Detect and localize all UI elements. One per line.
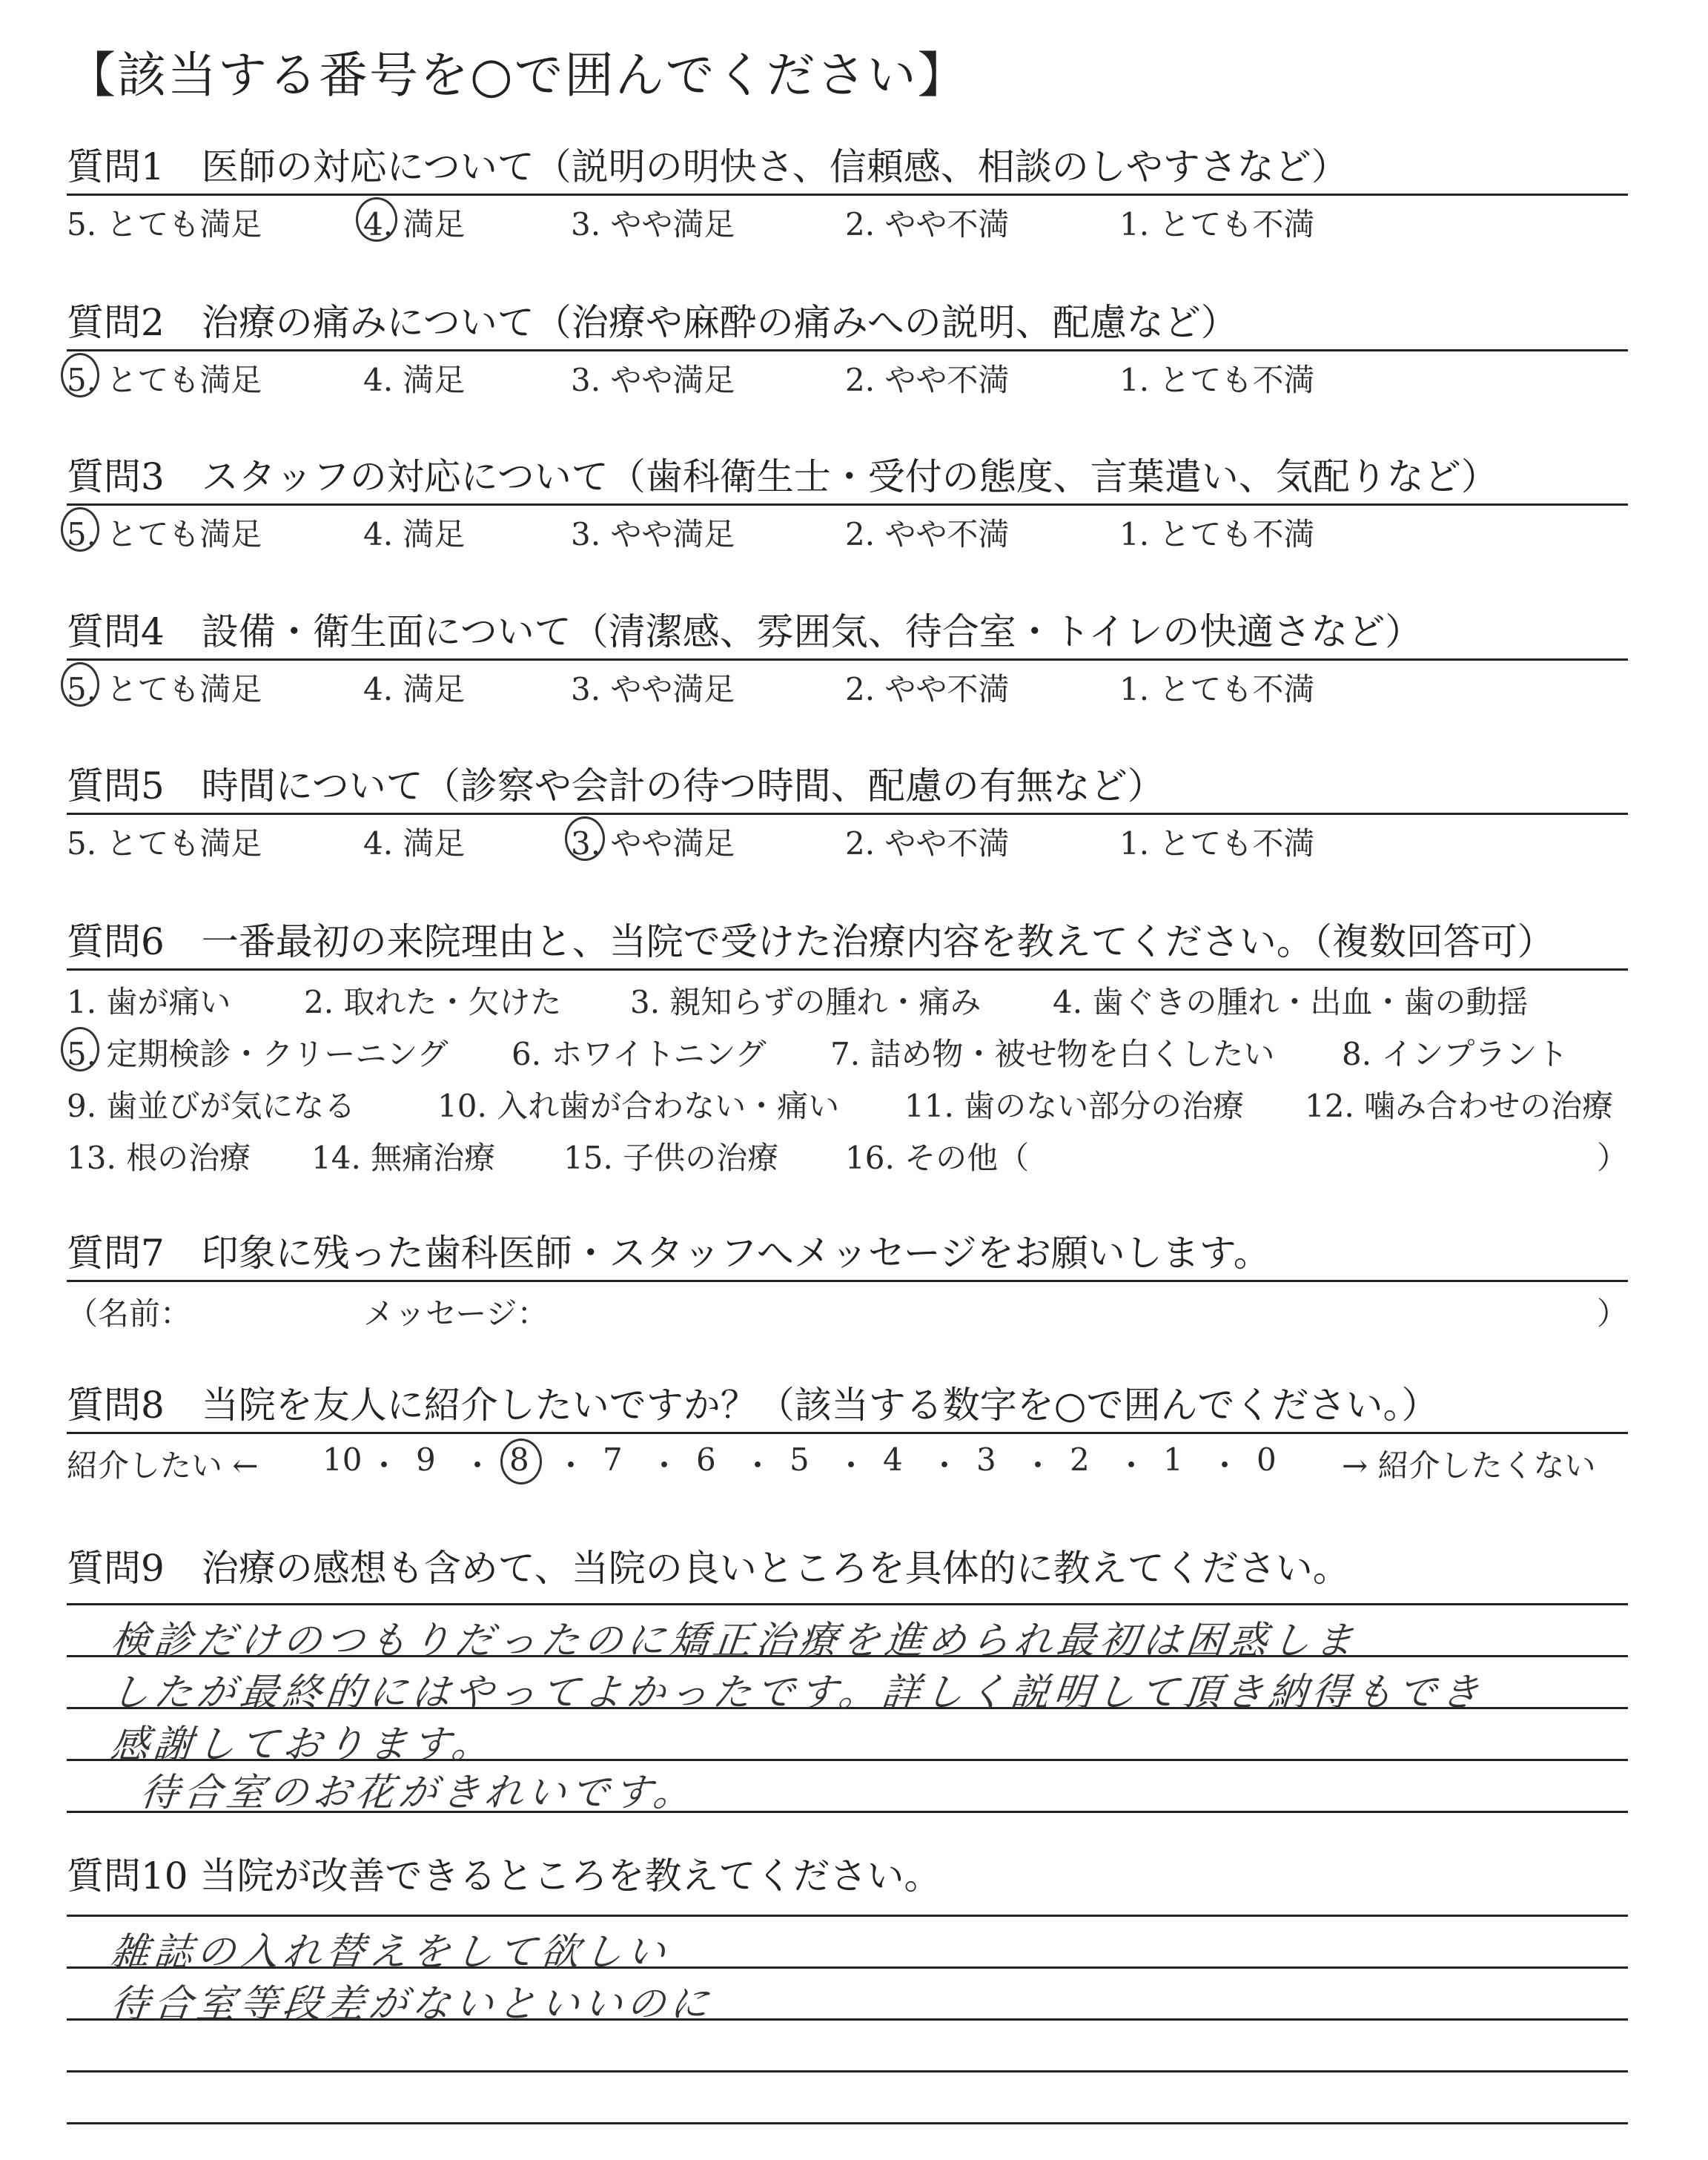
answer-line	[67, 1603, 1628, 1605]
option-3[interactable]: 3. やや満足	[571, 671, 735, 707]
option-1[interactable]: 1. とても不満	[1119, 206, 1315, 242]
message-row	[67, 1282, 1628, 1334]
scale-number-3[interactable]: 3	[976, 1441, 996, 1478]
separator-dot: ・	[555, 1447, 587, 1484]
rating-options	[67, 661, 1628, 705]
separator-dot: ・	[462, 1447, 494, 1484]
option-4[interactable]: 4. 歯ぐきの腫れ・出血・歯の動揺	[1053, 984, 1529, 1020]
scale-number-5[interactable]: 5	[790, 1441, 810, 1478]
question-title: 質問4 設備・衛生面について（清潔感、雰囲気、待合室・トイレの快適さなど）	[67, 610, 1423, 653]
answer-line	[67, 2070, 1628, 2073]
option-2[interactable]: 2. やや不満	[845, 516, 1010, 552]
scale-number-6[interactable]: 6	[696, 1441, 716, 1478]
question-2	[67, 300, 1628, 396]
option-4[interactable]: 4. 満足	[363, 206, 466, 242]
option-row	[67, 1074, 1628, 1126]
rating-options	[67, 351, 1628, 396]
option-15[interactable]: 15. 子供の治療	[563, 1140, 779, 1176]
separator-dot: ・	[649, 1447, 681, 1484]
scale-number-0[interactable]: 0	[1257, 1441, 1277, 1478]
question-title: 質問8 当院を友人に紹介したいですか？（該当する数字を○で囲んでください。）	[67, 1384, 1439, 1427]
question-6	[67, 919, 1628, 1178]
option-1[interactable]: 1. とても不満	[1119, 362, 1315, 398]
option-5[interactable]: 5. とても満足	[67, 825, 262, 862]
option-3[interactable]: 3. やや満足	[571, 516, 735, 552]
right-label: → 紹介したくない	[1342, 1447, 1596, 1484]
option-2[interactable]: 2. やや不満	[845, 825, 1010, 862]
handwritten-answer: したが最終的にはやってよかったです。詳しく説明して頂き納得もでき	[108, 1671, 1486, 1715]
option-12[interactable]: 12. 噛み合わせの治療	[1305, 1088, 1614, 1124]
scale-number-2[interactable]: 2	[1070, 1441, 1090, 1478]
question-3	[67, 455, 1628, 550]
scale-number-10[interactable]: 10	[322, 1441, 363, 1478]
question-5	[67, 764, 1628, 862]
question-8	[67, 1383, 1628, 1486]
option-6[interactable]: 6. ホワイトニング	[512, 1036, 767, 1072]
rating-options	[67, 506, 1628, 550]
option-row	[67, 1126, 1628, 1178]
close-paren: ）	[1596, 1295, 1628, 1332]
separator-dot: ・	[742, 1447, 774, 1484]
option-1[interactable]: 1. とても不満	[1119, 825, 1315, 862]
question-title: 質問10 当院が改善できるところを教えてください。	[67, 1855, 941, 1898]
page-title: 【該当する番号を○で囲んでください】	[67, 47, 968, 104]
option-5[interactable]: 5. とても満足	[67, 362, 262, 398]
question-title: 質問1 医師の対応について（説明の明快さ、信頼感、相談のしやすさなど）	[67, 145, 1348, 188]
scale-number-7[interactable]: 7	[603, 1441, 623, 1478]
answer-line	[67, 2122, 1628, 2124]
option-3[interactable]: 3. 親知らずの腫れ・痛み	[630, 984, 982, 1020]
option-1[interactable]: 1. とても不満	[1119, 516, 1315, 552]
option-2[interactable]: 2. やや不満	[845, 206, 1010, 242]
option-16[interactable]: 16. その他（	[845, 1140, 1030, 1176]
scale-number-9[interactable]: 9	[416, 1441, 436, 1478]
option-13[interactable]: 13. 根の治療	[67, 1140, 251, 1176]
handwritten-answer: 待合室等段差がないといいのに	[108, 1982, 715, 2027]
option-row	[67, 1023, 1628, 1074]
answer-line	[67, 1915, 1628, 1917]
option-10[interactable]: 10. 入れ歯が合わない・痛い	[437, 1088, 840, 1124]
question-title: 質問7 印象に残った歯科医師・スタッフへメッセージをお願いします。	[67, 1232, 1271, 1275]
question-title: 質問5 時間について（診察や会計の待つ時間、配慮の有無など）	[67, 764, 1165, 807]
option-4[interactable]: 4. 満足	[363, 671, 466, 707]
option-2[interactable]: 2. やや不満	[845, 671, 1010, 707]
question-7	[67, 1231, 1628, 1334]
question-9	[67, 1546, 1628, 1591]
option-8[interactable]: 8. インプラント	[1342, 1036, 1569, 1072]
option-3[interactable]: 3. やや満足	[571, 206, 735, 242]
option-2[interactable]: 2. 取れた・欠けた	[304, 984, 562, 1020]
option-5[interactable]: 5. とても満足	[67, 671, 262, 707]
name-label: （名前：	[67, 1295, 192, 1332]
option-14[interactable]: 14. 無痛治療	[311, 1140, 496, 1176]
message-label: メッセージ：	[363, 1295, 549, 1332]
option-9[interactable]: 9. 歯並びが気になる	[67, 1088, 356, 1124]
rating-options	[67, 196, 1628, 240]
option-4[interactable]: 4. 満足	[363, 825, 466, 862]
handwritten-answer: 検診だけのつもりだったのに矯正治療を進められ最初は困惑しま	[108, 1619, 1360, 1663]
rating-options	[67, 815, 1628, 862]
question-4	[67, 610, 1628, 705]
question-title: 質問9 治療の感想も含めて、当院の良いところを具体的に教えてください。	[67, 1547, 1350, 1590]
option-row	[67, 971, 1628, 1023]
separator-dot: ・	[368, 1447, 400, 1484]
question-10	[67, 1854, 1628, 1898]
option-4[interactable]: 4. 満足	[363, 516, 466, 552]
scale-number-4[interactable]: 4	[883, 1441, 903, 1478]
separator-dot: ・	[835, 1447, 867, 1484]
option-3[interactable]: 3. やや満足	[571, 362, 735, 398]
option-4[interactable]: 4. 満足	[363, 362, 466, 398]
option-2[interactable]: 2. やや不満	[845, 362, 1010, 398]
option-5[interactable]: 5. とても満足	[67, 516, 262, 552]
question-title: 質問6 一番最初の来院理由と、当院で受けた治療内容を教えてください。（複数回答可）	[67, 920, 1555, 963]
option-1[interactable]: 1. 歯が痛い	[67, 984, 231, 1020]
scale-number-8[interactable]: 8	[509, 1441, 529, 1478]
separator-dot: ・	[1116, 1447, 1148, 1484]
option-7[interactable]: 7. 詰め物・被せ物を白くしたい	[830, 1036, 1275, 1072]
handwritten-answer: 感謝しております。	[108, 1723, 497, 1767]
handwritten-answer: 待合室のお花がきれいです。	[138, 1771, 699, 1815]
question-1	[67, 145, 1628, 240]
handwritten-answer: 雑誌の入れ替えをして欲しい	[108, 1930, 672, 1975]
recommend-scale	[67, 1434, 1628, 1486]
separator-dot: ・	[929, 1447, 961, 1484]
left-label: 紹介したい ←	[67, 1447, 259, 1484]
option-11[interactable]: 11. 歯のない部分の治療	[904, 1088, 1245, 1124]
question-title: 質問2 治療の痛みについて（治療や麻酔の痛みへの説明、配慮など）	[67, 301, 1238, 344]
separator-dot: ・	[1209, 1447, 1241, 1484]
option-3[interactable]: 3. やや満足	[571, 825, 735, 862]
option-5[interactable]: 5. とても満足	[67, 206, 262, 242]
close-paren: ）	[1596, 1140, 1628, 1176]
question-title: 質問3 スタッフの対応について（歯科衛生士・受付の態度、言葉遣い、気配りなど）	[67, 455, 1498, 498]
separator-dot: ・	[1022, 1447, 1054, 1484]
option-5[interactable]: 5. 定期検診・クリーニング	[67, 1036, 448, 1072]
option-1[interactable]: 1. とても不満	[1119, 671, 1315, 707]
scale-number-1[interactable]: 1	[1163, 1441, 1183, 1478]
